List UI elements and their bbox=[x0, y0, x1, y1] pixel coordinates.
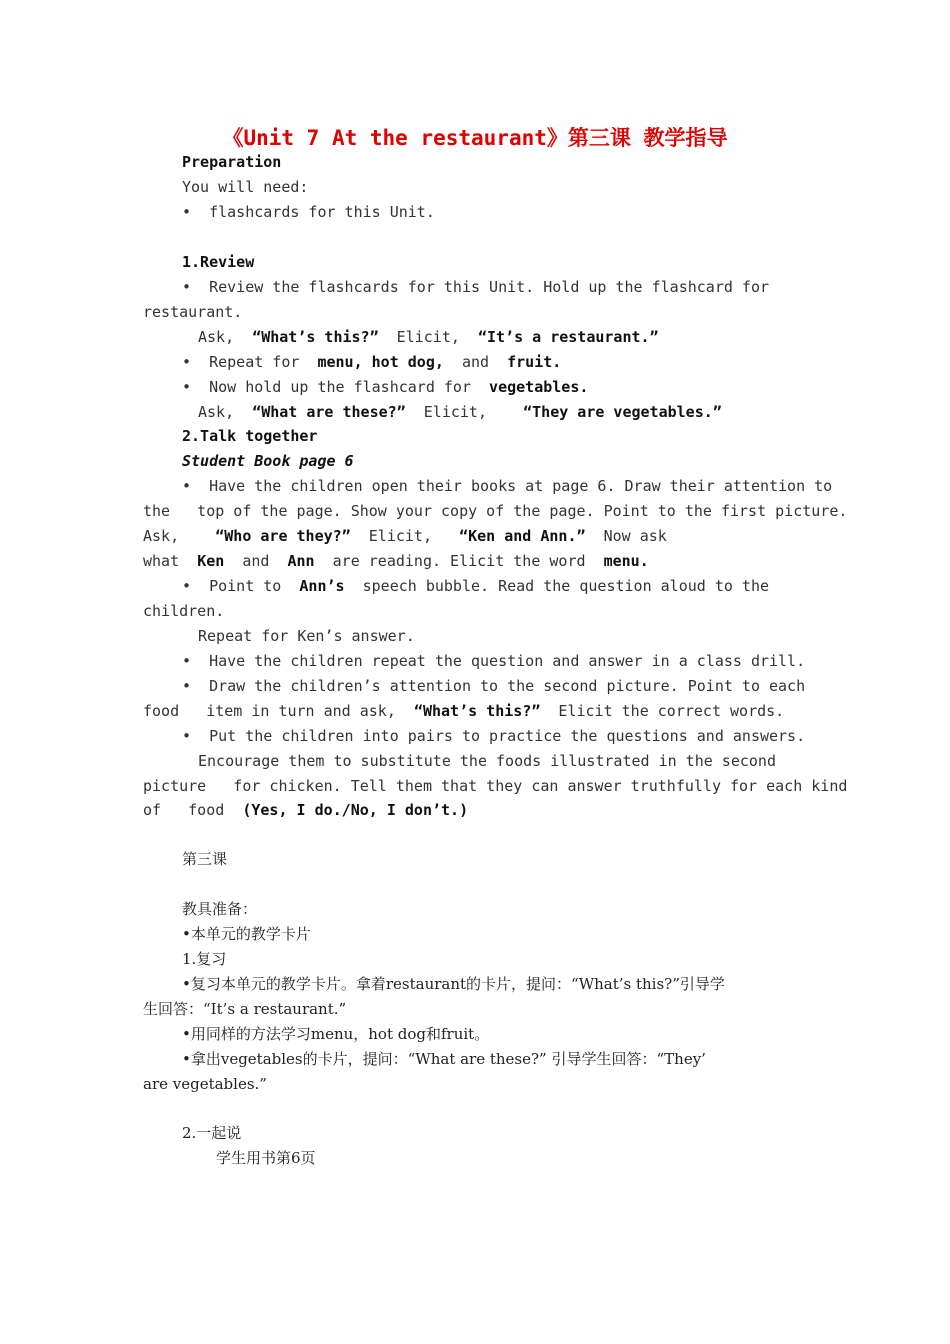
text: and bbox=[443, 353, 508, 371]
cn-review-line-5: are vegetables.” bbox=[143, 1075, 267, 1093]
cn-review-line-4: •拿出vegetables的卡片，提问：“What are these?” 引导学生回答：“They’ bbox=[182, 1050, 706, 1068]
document-title: 《Unit 7 At the restaurant》第三课 教学指导 bbox=[222, 126, 728, 150]
text: are reading. Elicit the word bbox=[314, 552, 604, 570]
text: food item in turn and ask, bbox=[143, 702, 414, 720]
talk-line-4 bbox=[143, 551, 649, 571]
quote: “Who are they?” bbox=[215, 527, 351, 545]
review-line-3 bbox=[198, 327, 659, 347]
keyword: fruit. bbox=[507, 353, 562, 371]
quote: “What are these?” bbox=[252, 403, 406, 421]
text: and bbox=[224, 552, 288, 570]
review-line-5 bbox=[182, 377, 588, 397]
talk-line-5 bbox=[182, 576, 769, 596]
talk-line-10 bbox=[143, 701, 784, 721]
text: Elicit the correct words. bbox=[540, 702, 785, 720]
answer: (Yes, I do./No, I don’t.) bbox=[242, 801, 469, 819]
talk-heading: 2.Talk together bbox=[182, 427, 318, 445]
review-line-6 bbox=[198, 402, 722, 422]
talk-line-8: • Have the children repeat the question and answer in a class drill. bbox=[182, 652, 806, 670]
quote: “It’s a restaurant.” bbox=[477, 328, 659, 346]
talk-line-9: • Draw the children’s attention to the second picture. Point to each bbox=[182, 677, 806, 695]
cn-review-line-1: •复习本单元的教学卡片。拿着restaurant的卡片，提问：“What’s this?”引导学 bbox=[182, 975, 725, 993]
keyword: Ken bbox=[197, 552, 225, 570]
keyword: menu, hot dog, bbox=[317, 353, 444, 371]
review-line-1: • Review the flashcards for this Unit. Hold up the flashcard for bbox=[182, 278, 769, 296]
talk-line-6: children. bbox=[143, 602, 225, 620]
talk-line-12: Encourage them to substitute the foods illustrated in the second bbox=[198, 752, 776, 770]
quote: “What’s this?” bbox=[413, 702, 541, 720]
text: Elicit, bbox=[350, 527, 460, 545]
keyword: vegetables. bbox=[489, 378, 589, 396]
cn-review-heading: 1.复习 bbox=[182, 950, 227, 968]
text: of food bbox=[143, 801, 243, 819]
text: • Now hold up the flashcard for bbox=[182, 378, 490, 396]
keyword: Ann’s bbox=[299, 577, 345, 595]
text: Ask, bbox=[143, 527, 216, 545]
talk-line-2: the top of the page. Show your copy of the page. Point to the first picture. bbox=[143, 502, 848, 520]
talk-line-11: • Put the children into pairs to practice the questions and answers. bbox=[182, 727, 806, 745]
review-line-4 bbox=[182, 352, 561, 372]
keyword: Ann bbox=[287, 552, 315, 570]
text: Ask, bbox=[198, 328, 253, 346]
talk-line-14 bbox=[143, 800, 468, 820]
talk-line-1: • Have the children open their books at page 6. Draw their attention to bbox=[182, 477, 833, 495]
talk-line-3 bbox=[143, 526, 667, 546]
text: speech bubble. Read the question aloud to the bbox=[344, 577, 770, 595]
text: Elicit, bbox=[405, 403, 524, 421]
cn-talk-heading: 2.一起说 bbox=[182, 1124, 242, 1142]
text: • Point to bbox=[182, 577, 300, 595]
text: Ask, bbox=[198, 403, 253, 421]
review-heading: 1.Review bbox=[182, 253, 255, 271]
cn-review-line-3: •用同样的方法学习menu，hot dog和fruit。 bbox=[182, 1025, 490, 1043]
prep-item: • flashcards for this Unit. bbox=[182, 203, 435, 221]
quote: “Ken and Ann.” bbox=[459, 527, 586, 545]
text: Elicit, bbox=[378, 328, 478, 346]
talk-line-7: Repeat for Ken’s answer. bbox=[198, 627, 415, 645]
keyword: menu. bbox=[603, 552, 649, 570]
you-will-need: You will need: bbox=[182, 178, 309, 196]
quote: “They are vegetables.” bbox=[523, 403, 722, 421]
cn-prep-item: •本单元的教学卡片 bbox=[182, 925, 311, 943]
preparation-heading: Preparation bbox=[182, 153, 282, 171]
text: Now ask bbox=[585, 527, 667, 545]
cn-review-line-2: 生回答：“It’s a restaurant.” bbox=[143, 1000, 347, 1018]
student-book-ref: Student Book page 6 bbox=[182, 452, 354, 470]
quote: “What’s this?” bbox=[252, 328, 379, 346]
cn-student-book: 学生用书第6页 bbox=[216, 1149, 316, 1167]
cn-prep: 教具准备： bbox=[182, 900, 258, 918]
review-line-2: restaurant. bbox=[143, 303, 243, 321]
cn-lesson: 第三课 bbox=[182, 850, 228, 868]
text: • Repeat for bbox=[182, 353, 318, 371]
talk-line-13: picture for chicken. Tell them that they can answer truthfully for each kind bbox=[143, 777, 848, 795]
text: what bbox=[143, 552, 198, 570]
